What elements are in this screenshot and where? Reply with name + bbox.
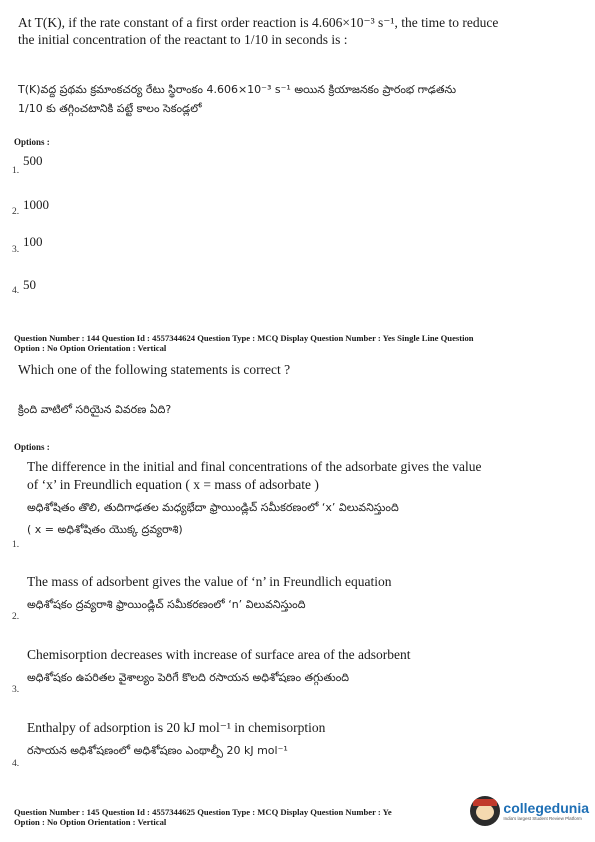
option-number: 4. xyxy=(12,759,20,769)
option-number: 4. xyxy=(12,286,20,296)
option-number: 2. xyxy=(12,612,20,622)
question-text-telugu: 1/10 కు తగ్గించటానికి పట్టే కాలం సెకండ్లలో xyxy=(18,102,202,115)
question-meta: Option : No Option Orientation : Vertical xyxy=(14,817,167,827)
option-text[interactable]: The mass of adsorbent gives the value of ‘n’ in Freundlich equation xyxy=(27,574,392,589)
option-text[interactable]: The difference in the initial and final concentrations of the adsorbate gives the value xyxy=(27,459,482,474)
option-text-telugu: ( x = అధిశోషితం యొక్క ద్రవ్యరాశి) xyxy=(27,523,183,536)
question-text-telugu: క్రింది వాటిలో సరియైన వివరణ ఏది? xyxy=(18,403,172,416)
option-number: 1. xyxy=(12,166,20,176)
option-number: 1. xyxy=(12,540,20,550)
collegedunia-logo xyxy=(470,796,589,826)
option-value[interactable]: 500 xyxy=(23,153,43,168)
question-meta: Question Number : 144 Question Id : 4557344624 Question Type : MCQ Display Question Number : Yes Single Line Question xyxy=(14,333,474,343)
question-text-telugu: T(K)వద్ద ప్రథమ క్రమాంకచర్య రేటు స్థిరాంకం 4.606×10⁻³ s⁻¹ అయిన క్రియాజనకం ప్రారంభ గాఢతను xyxy=(18,83,457,96)
question-text-line: Which one of the following statements is correct ? xyxy=(18,362,291,377)
option-value[interactable]: 1000 xyxy=(23,197,49,212)
option-text[interactable]: Chemisorption decreases with increase of surface area of the adsorbent xyxy=(27,647,411,662)
option-value[interactable]: 100 xyxy=(23,234,43,249)
option-text[interactable]: of ‘x’ in Freundlich equation ( x = mass of adsorbate ) xyxy=(27,477,319,492)
mascot-icon xyxy=(470,796,500,826)
option-text-telugu: రసాయన అధిశోషణంలో అధిశోషణం ఎంథాల్పీ 20 kJ mol⁻¹ xyxy=(27,744,288,757)
logo-name: collegedunia xyxy=(503,799,589,816)
option-text[interactable]: Enthalpy of adsorption is 20 kJ mol⁻¹ in chemisorption xyxy=(27,720,326,735)
option-text-telugu: అధిశోషకం ఉపరితల వైశాల్యం పెరిగే కొలది రసాయన అధిశోషణం తగ్గుతుంది xyxy=(27,671,350,684)
logo-tagline: India's largest Student Review Platform xyxy=(503,815,582,821)
option-text-telugu: అధిశోషకం ద్రవ్యరాశి ఫ్రాయిండ్లిచ్ సమీకరణంలో ‘n’ విలువనిస్తుంది xyxy=(27,598,306,611)
option-number: 3. xyxy=(12,685,20,695)
option-number: 3. xyxy=(12,245,20,255)
options-label: Options : xyxy=(14,442,50,452)
option-value[interactable]: 50 xyxy=(23,277,36,292)
question-text-line: the initial concentration of the reactant to 1/10 in seconds is : xyxy=(18,32,348,47)
option-text-telugu: అధిశోషితం తొలి, తుదిగాఢతల మధ్యభేదా ఫ్రాయిండ్లిచ్ సమీకరణంలో ‘x’ విలువనిస్తుంది xyxy=(27,501,399,514)
question-text-line: At T(K), if the rate constant of a first order reaction is 4.606×10⁻³ s⁻¹, the time to reduce xyxy=(18,15,499,30)
question-meta: Option : No Option Orientation : Vertical xyxy=(14,343,167,353)
options-label: Options : xyxy=(14,137,50,147)
question-meta: Question Number : 145 Question Id : 4557344625 Question Type : MCQ Display Question Number : Ye xyxy=(14,807,392,817)
option-number: 2. xyxy=(12,207,20,217)
